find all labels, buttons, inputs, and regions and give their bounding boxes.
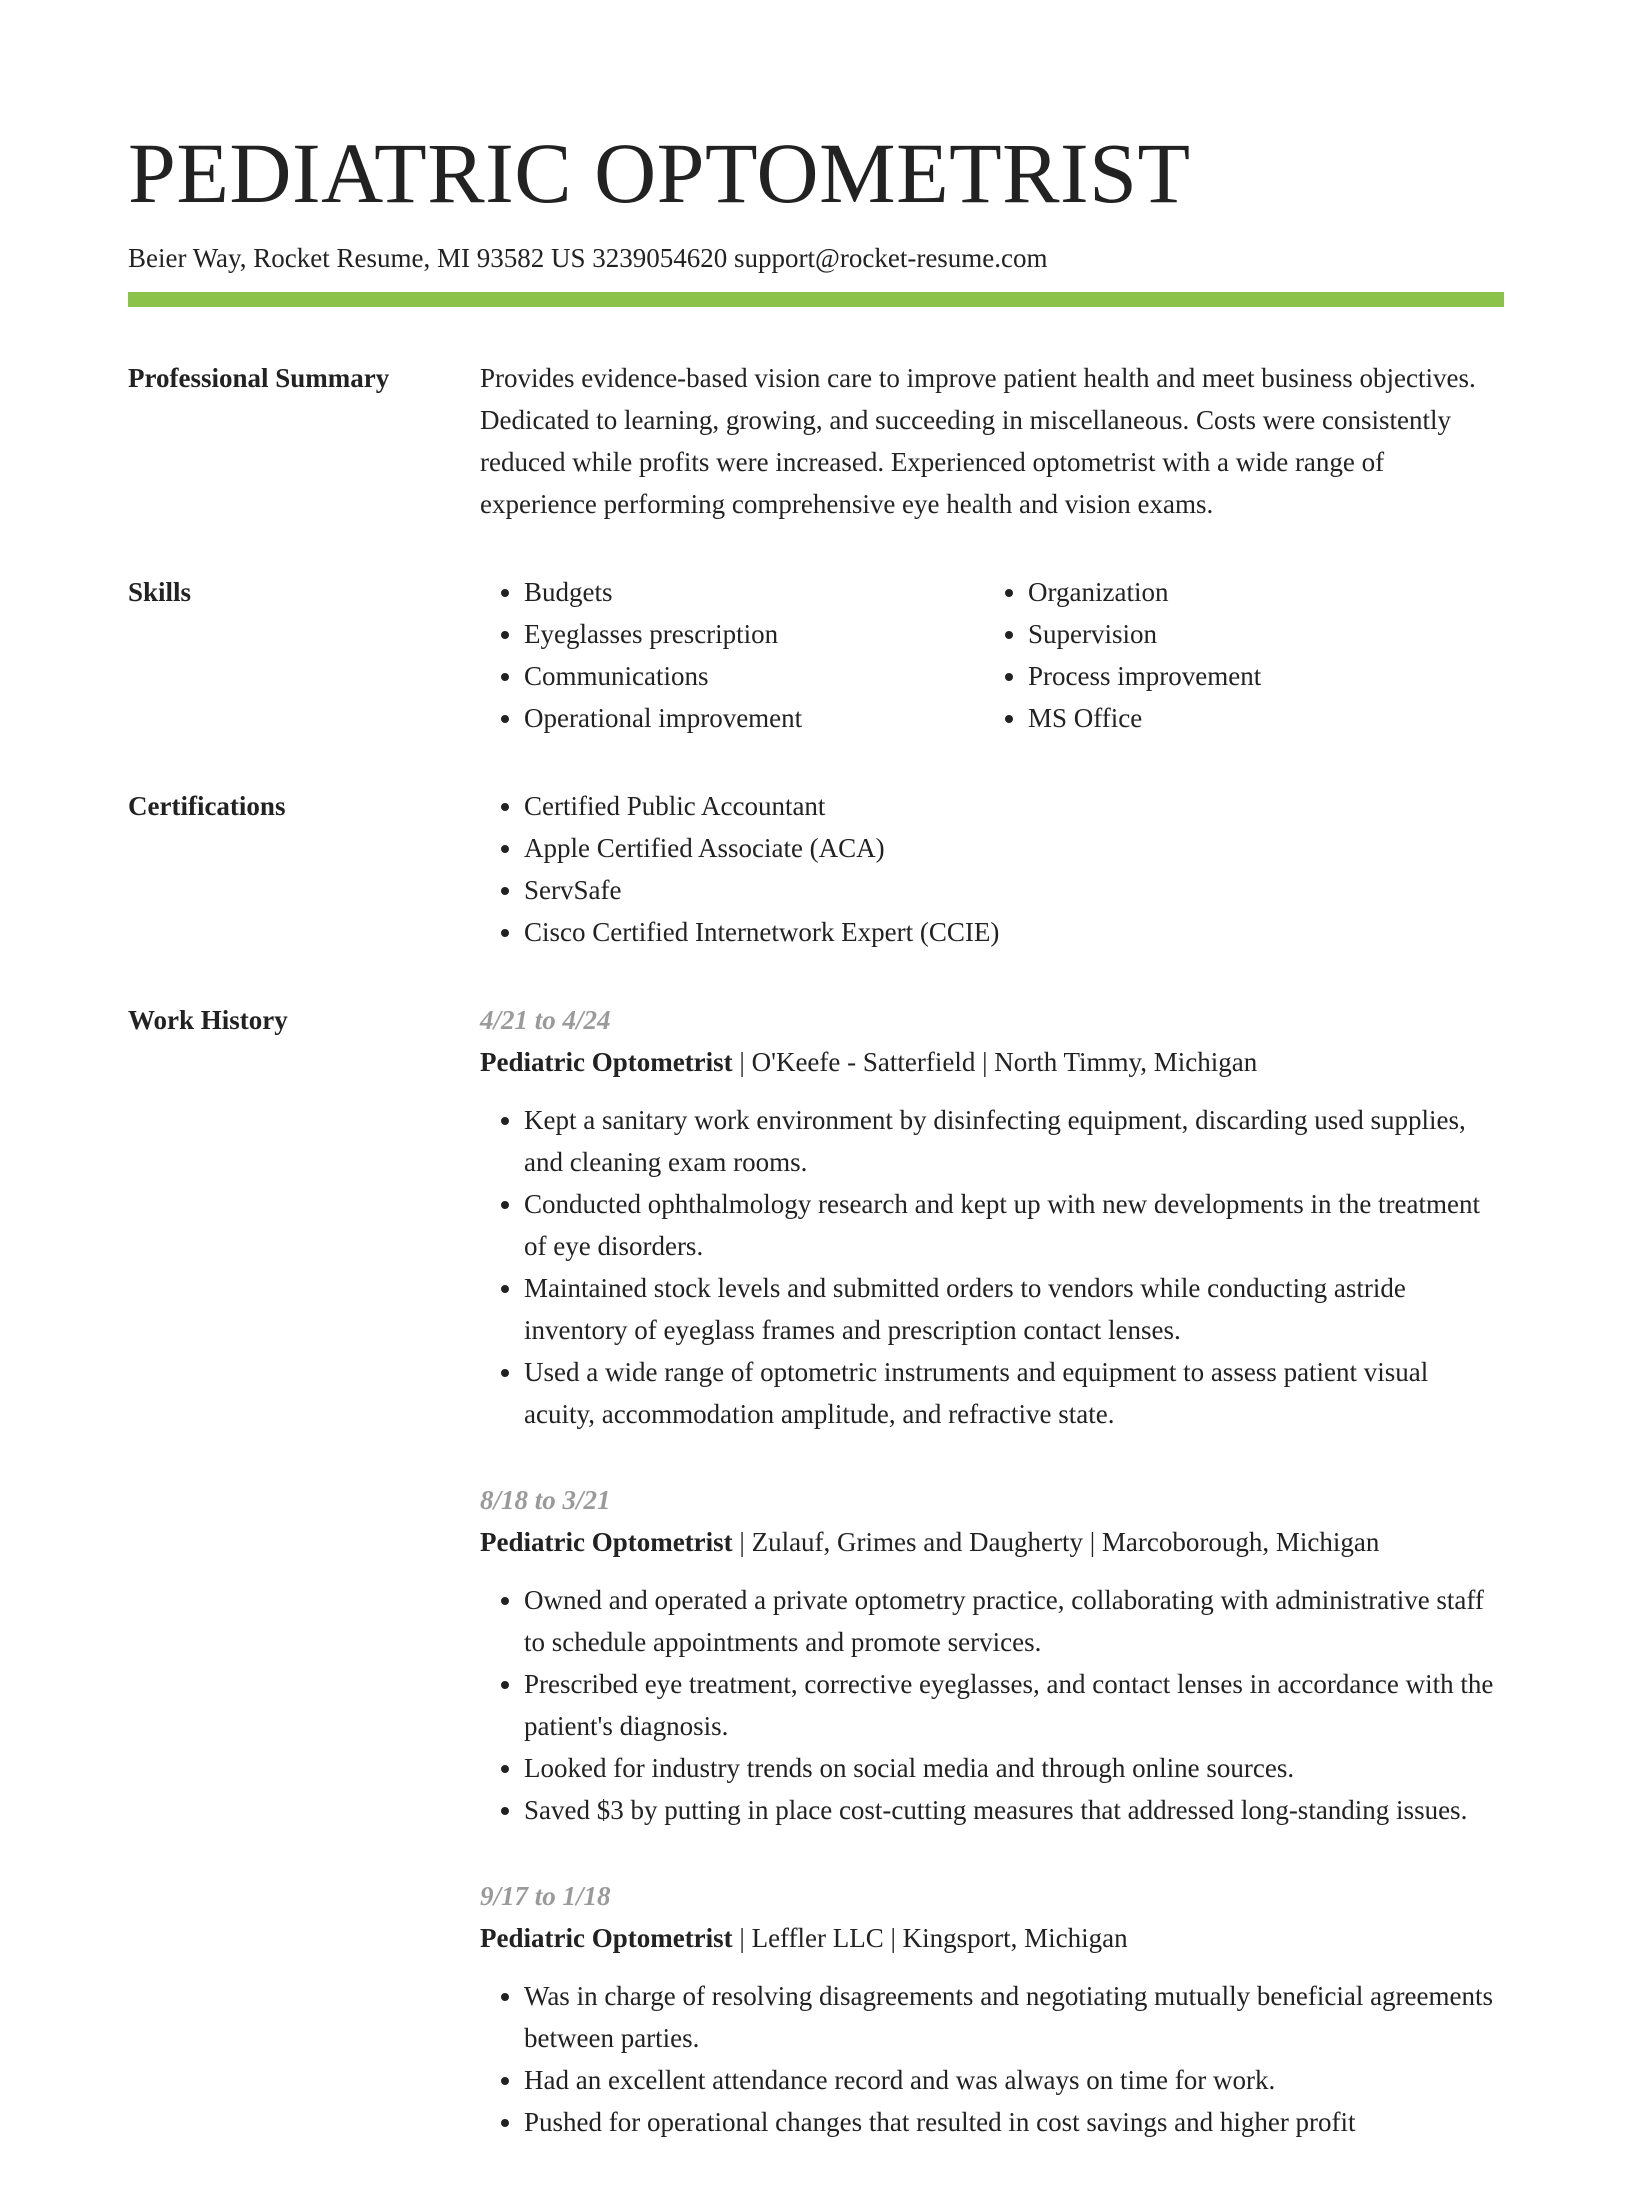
- certifications-body: [480, 785, 1504, 953]
- certification-item: • Cisco Certified Internetwork Expert (CCIE): [524, 911, 1504, 953]
- skills-list-left: [480, 571, 984, 739]
- summary-body: [480, 357, 1504, 525]
- accent-divider: [128, 292, 1504, 307]
- job-title-line: [480, 1041, 1504, 1083]
- skill-item: • Organization: [1028, 571, 1528, 613]
- work-history-body: [480, 999, 1504, 2187]
- summary-section: [128, 357, 1504, 525]
- job-title: Pediatric Optometrist: [480, 1923, 733, 1953]
- skill-item: • Supervision: [1028, 613, 1528, 655]
- job-bullets: [480, 1975, 1504, 2143]
- job-entry: [480, 1479, 1504, 1831]
- certifications-section: [128, 785, 1504, 953]
- job-entry: [480, 1875, 1504, 2143]
- work-history-section: [128, 999, 1504, 2187]
- certifications-list: [480, 785, 1504, 953]
- job-bullet: • Maintained stock levels and submitted orders to vendors while conducting astride inventory of eyeglass frames and prescription contact lenses.: [524, 1267, 1504, 1351]
- job-dates: 8/18 to 3/21: [480, 1485, 611, 1515]
- skills-body: [480, 571, 1528, 739]
- job-employer-location: | Leffler LLC | Kingsport, Michigan: [732, 1923, 1128, 1953]
- job-dates: 9/17 to 1/18: [480, 1881, 611, 1911]
- skills-label: Skills: [128, 577, 192, 607]
- certification-item: • Certified Public Accountant: [524, 785, 1504, 827]
- job-bullet: • Owned and operated a private optometry practice, collaborating with administrative staff to schedule appointments and promote services.: [524, 1579, 1504, 1663]
- resume-name-heading: PEDIATRIC OPTOMETRIST: [128, 125, 1191, 221]
- work-history-label: Work History: [128, 1005, 288, 1035]
- job-bullet: • Conducted ophthalmology research and kept up with new developments in the treatment of eye disorders.: [524, 1183, 1504, 1267]
- skill-item: • Process improvement: [1028, 655, 1528, 697]
- job-title-line: [480, 1917, 1504, 1959]
- certification-item: • ServSafe: [524, 869, 1504, 911]
- summary-text: Provides evidence-based vision care to improve patient health and meet business objectives. Dedicated to learning, growing, and succeeding in miscellaneous. Costs were consistently reduced while profits were increased. Experienced optometrist with a wide range of experience performing comprehensive eye health and vision exams.: [480, 363, 1476, 519]
- job-bullet: • Pushed for operational changes that resulted in cost savings and higher profit: [524, 2101, 1504, 2143]
- job-title-line: [480, 1521, 1504, 1563]
- skills-list-right: [984, 571, 1528, 739]
- summary-label: Professional Summary: [128, 363, 390, 393]
- job-bullet: • Saved $3 by putting in place cost-cutting measures that addressed long-standing issues.: [524, 1789, 1504, 1831]
- job-entry: [480, 999, 1504, 1435]
- resume-page: [128, 118, 1504, 2187]
- job-bullet: • Used a wide range of optometric instruments and equipment to assess patient visual acuity, accommodation amplitude, and refractive state.: [524, 1351, 1504, 1435]
- job-bullet: • Had an excellent attendance record and was always on time for work.: [524, 2059, 1504, 2101]
- job-title: Pediatric Optometrist: [480, 1047, 733, 1077]
- certifications-label: Certifications: [128, 791, 286, 821]
- job-bullet: • Was in charge of resolving disagreements and negotiating mutually beneficial agreements between parties.: [524, 1975, 1504, 2059]
- skill-item: • Operational improvement: [524, 697, 984, 739]
- job-title: Pediatric Optometrist: [480, 1527, 733, 1557]
- skills-section: [128, 571, 1504, 739]
- skill-item: • Communications: [524, 655, 984, 697]
- job-bullets: [480, 1099, 1504, 1435]
- skill-item: • MS Office: [1028, 697, 1528, 739]
- contact-line: Beier Way, Rocket Resume, MI 93582 US 3239054620 support@rocket-resume.com: [128, 243, 1048, 273]
- job-bullet: • Prescribed eye treatment, corrective eyeglasses, and contact lenses in accordance with the patient's diagnosis.: [524, 1663, 1504, 1747]
- job-employer-location: | Zulauf, Grimes and Daugherty | Marcoborough, Michigan: [732, 1527, 1380, 1557]
- job-dates: 4/21 to 4/24: [480, 1005, 611, 1035]
- job-bullet: • Kept a sanitary work environment by disinfecting equipment, discarding used supplies, and cleaning exam rooms.: [524, 1099, 1504, 1183]
- skill-item: • Eyeglasses prescription: [524, 613, 984, 655]
- job-bullets: [480, 1579, 1504, 1831]
- job-employer-location: | O'Keefe - Satterfield | North Timmy, Michigan: [732, 1047, 1258, 1077]
- certification-item: • Apple Certified Associate (ACA): [524, 827, 1504, 869]
- skill-item: • Budgets: [524, 571, 984, 613]
- job-bullet: • Looked for industry trends on social media and through online sources.: [524, 1747, 1504, 1789]
